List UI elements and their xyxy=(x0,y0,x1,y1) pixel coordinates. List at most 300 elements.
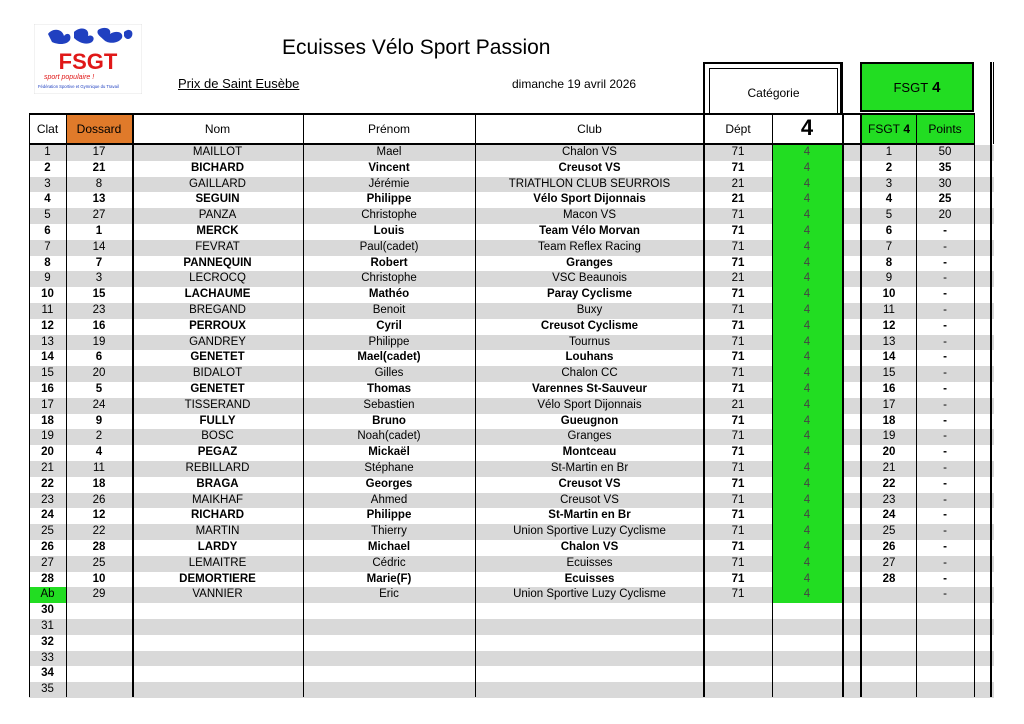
cell-dept: 71 xyxy=(731,240,745,253)
cell-prenom: Mael xyxy=(376,146,402,158)
cell-category xyxy=(772,651,842,667)
cell-prenom: Eric xyxy=(379,588,399,601)
cell-dept: 71 xyxy=(731,367,745,380)
cell-fsgt-rank xyxy=(862,635,916,651)
cell-dept: 71 xyxy=(731,572,745,585)
cell-club: Montceau xyxy=(562,446,617,459)
fsgt-logo-image xyxy=(34,24,142,94)
race-name: Prix de Saint Eusèbe xyxy=(178,76,300,91)
cell-dept: 71 xyxy=(731,477,745,490)
cell-fsgt-rank: 17 xyxy=(882,398,896,411)
cell-dept: 71 xyxy=(731,493,745,506)
cell-club: Granges xyxy=(567,430,612,443)
cell-dossard: 14 xyxy=(92,240,106,253)
grid-line xyxy=(860,113,862,697)
cell-clat: 24 xyxy=(41,509,54,522)
cell-dept xyxy=(704,619,772,635)
cell-club: Team Reflex Racing xyxy=(538,240,641,253)
cell-fsgt-rank xyxy=(862,603,916,619)
cell-category: 4 xyxy=(772,208,842,224)
cell-dept: 71 xyxy=(731,414,745,427)
cell-points: - xyxy=(943,319,947,332)
cell-dept: 71 xyxy=(731,335,745,348)
cell-clat: 13 xyxy=(41,335,54,348)
cell-club: Macon VS xyxy=(562,209,617,222)
cell-dossard: 22 xyxy=(92,525,106,538)
grid-line xyxy=(66,113,67,697)
category-label: Catégorie xyxy=(747,86,800,100)
cell-points: - xyxy=(943,383,947,395)
cell-points xyxy=(916,666,974,682)
cell-fsgt-rank: 13 xyxy=(882,335,896,348)
cell-club: Chalon VS xyxy=(560,541,619,553)
cell-nom: PANZA xyxy=(198,209,237,222)
cell-nom: BRAGA xyxy=(196,477,239,490)
cell-nom: PANNEQUIN xyxy=(183,256,252,269)
table-row xyxy=(29,177,994,193)
cell-dossard: 15 xyxy=(92,288,106,301)
header-clat: Clat xyxy=(29,113,66,145)
cell-dossard: 5 xyxy=(95,383,103,395)
cell-dossard xyxy=(66,635,132,651)
cell-points: - xyxy=(943,256,947,269)
table-row xyxy=(29,445,994,461)
cell-clat: 25 xyxy=(41,525,54,538)
cell-dossard: 23 xyxy=(92,304,106,316)
cell-points: - xyxy=(943,414,947,427)
race-date: dimanche 19 avril 2026 xyxy=(512,77,637,91)
cell-fsgt-rank: 12 xyxy=(882,319,896,332)
grid-line xyxy=(990,113,992,697)
cell-category: 4 xyxy=(772,192,842,208)
cell-category xyxy=(772,635,842,651)
grid-line xyxy=(842,113,844,697)
cell-dossard: 2 xyxy=(95,430,103,443)
table-row xyxy=(29,666,994,682)
cell-fsgt-rank: 3 xyxy=(885,177,893,190)
cell-club: Vélo Sport Dijonnais xyxy=(537,398,642,411)
cell-dossard: 17 xyxy=(92,146,106,158)
cell-category: 4 xyxy=(772,335,842,351)
cell-points: - xyxy=(943,572,947,585)
cell-prenom: Thomas xyxy=(366,383,412,395)
cell-clat: 34 xyxy=(41,667,54,680)
header-spacer xyxy=(842,113,862,145)
cell-prenom: Philippe xyxy=(366,509,412,522)
fsgt-category-label xyxy=(862,79,972,96)
table-row xyxy=(29,350,994,366)
table-row xyxy=(29,382,994,398)
cell-points: - xyxy=(943,288,947,301)
cell-category: 4 xyxy=(772,493,842,509)
cell-category: 4 xyxy=(772,161,842,177)
cell-nom xyxy=(132,666,303,682)
cell-dossard: 6 xyxy=(95,351,103,364)
cell-prenom: Cyril xyxy=(376,319,402,332)
fsgt-label: FSGT xyxy=(893,80,929,95)
cell-points xyxy=(916,619,974,635)
cell-club: Ecuisses xyxy=(566,556,613,569)
cell-nom xyxy=(132,682,303,698)
cell-dossard: 20 xyxy=(92,367,106,380)
cell-nom: RICHARD xyxy=(190,509,245,522)
cell-fsgt-rank xyxy=(862,587,916,603)
cell-nom: GENETET xyxy=(190,351,245,364)
cell-points: 50 xyxy=(938,146,952,158)
header-dept: Dépt xyxy=(704,113,772,145)
cell-category xyxy=(772,603,842,619)
page-title: Ecuisses Vélo Sport Passion xyxy=(282,36,551,59)
cell-prenom: Ahmed xyxy=(370,493,408,506)
cell-dossard: 10 xyxy=(92,572,106,585)
cell-dept: 21 xyxy=(731,193,745,206)
cell-clat: 27 xyxy=(41,556,54,569)
cell-prenom: Mathéo xyxy=(368,288,410,301)
table-row xyxy=(29,429,994,445)
header-club: Club xyxy=(475,113,704,145)
table-row xyxy=(29,271,994,287)
table-row xyxy=(29,366,994,382)
table-row xyxy=(29,224,994,240)
cell-prenom: Robert xyxy=(370,256,408,269)
cell-dept: 71 xyxy=(731,525,745,538)
cell-category: 4 xyxy=(772,429,842,445)
cell-dossard: 1 xyxy=(95,225,103,237)
cell-nom: PEGAZ xyxy=(197,446,238,459)
grid-line xyxy=(974,113,975,697)
cell-club: VSC Beaunois xyxy=(552,272,627,285)
grid-line xyxy=(303,113,304,697)
cell-dept: 71 xyxy=(731,256,745,269)
table-row xyxy=(29,651,994,667)
cell-fsgt-rank: 22 xyxy=(882,477,896,490)
cell-dept: 21 xyxy=(731,177,745,190)
cell-prenom: Mael(cadet) xyxy=(357,351,421,364)
cell-club: Chalon CC xyxy=(561,367,618,380)
cell-fsgt-rank: 24 xyxy=(882,509,896,522)
cell-category: 4 xyxy=(772,572,842,588)
cell-category: 4 xyxy=(772,540,842,556)
cell-nom: LEMAITRE xyxy=(188,556,247,569)
cell-dept: 71 xyxy=(731,446,745,459)
cell-points: - xyxy=(943,588,947,601)
table-row xyxy=(29,477,994,493)
cell-dossard: 18 xyxy=(92,477,106,490)
cell-prenom xyxy=(303,635,475,651)
cell-clat: Ab xyxy=(29,587,66,603)
table-row xyxy=(29,319,994,335)
cell-category: 4 xyxy=(772,240,842,256)
header-fsgt xyxy=(862,113,916,145)
cell-category: 4 xyxy=(772,398,842,414)
cell-fsgt-rank: 4 xyxy=(885,193,893,206)
cell-nom: BREGAND xyxy=(189,304,246,316)
cell-prenom: Paul(cadet) xyxy=(359,240,419,253)
cell-dossard: 21 xyxy=(92,161,106,174)
cell-club: TRIATHLON CLUB SEURROIS xyxy=(508,177,671,190)
cell-prenom: Louis xyxy=(373,225,405,237)
cell-prenom: Cédric xyxy=(372,556,406,569)
cell-fsgt-rank: 10 xyxy=(882,288,896,301)
cell-clat: 22 xyxy=(41,477,54,490)
cell-club xyxy=(475,682,704,698)
cell-dossard: 7 xyxy=(95,256,103,269)
header-nom: Nom xyxy=(132,113,303,145)
cell-nom: GAILLARD xyxy=(189,177,246,190)
category-box xyxy=(703,62,843,114)
cell-clat: 23 xyxy=(41,493,54,506)
cell-prenom: Vincent xyxy=(368,161,410,174)
cell-points: - xyxy=(943,335,947,348)
cell-fsgt-rank: 28 xyxy=(882,572,896,585)
cell-fsgt-rank: 9 xyxy=(885,272,893,285)
cell-points: - xyxy=(943,430,947,443)
cell-clat: 5 xyxy=(44,209,51,222)
cell-prenom xyxy=(303,682,475,698)
cell-points: - xyxy=(943,240,947,253)
cell-points xyxy=(916,651,974,667)
cell-dossard: 3 xyxy=(95,272,103,285)
cell-category: 4 xyxy=(772,256,842,272)
cell-nom: GENETET xyxy=(190,383,245,395)
cell-prenom: Christophe xyxy=(361,209,417,222)
cell-points: - xyxy=(943,398,947,411)
cell-dept xyxy=(704,666,772,682)
table-row xyxy=(29,603,994,619)
cell-clat: 15 xyxy=(41,367,54,380)
cell-dossard: 8 xyxy=(95,177,103,190)
cell-dossard: 4 xyxy=(95,446,103,459)
cell-clat: 26 xyxy=(41,541,54,553)
cell-club: Team Vélo Morvan xyxy=(539,225,640,237)
grid-line xyxy=(916,113,917,697)
cell-club xyxy=(475,603,704,619)
cell-category: 4 xyxy=(772,303,842,319)
cell-club: Vélo Sport Dijonnais xyxy=(533,193,646,206)
cell-club: St-Martin en Br xyxy=(548,509,631,522)
table-row xyxy=(29,635,994,651)
cell-club: Buxy xyxy=(576,304,603,316)
header-prenom: Prénom xyxy=(303,113,475,145)
table-row xyxy=(29,192,994,208)
cell-points: - xyxy=(943,525,947,538)
cell-clat: 9 xyxy=(44,272,51,285)
cell-category: 4 xyxy=(772,224,842,240)
table-row xyxy=(29,161,994,177)
cell-nom: LARDY xyxy=(197,541,238,553)
cell-dept: 71 xyxy=(731,383,745,395)
cell-category: 4 xyxy=(772,271,842,287)
cell-points: - xyxy=(943,509,947,522)
grid-line xyxy=(475,113,476,697)
cell-dept: 21 xyxy=(731,398,745,411)
cell-dept: 71 xyxy=(731,351,745,364)
cell-club: St-Martin en Br xyxy=(550,462,629,474)
cell-club: Gueugnon xyxy=(560,414,619,427)
cell-clat: 2 xyxy=(44,161,51,174)
svg-text:Fédération Sportive et Gymniqu: Fédération Sportive et Gymnique du Travail xyxy=(38,84,119,89)
cell-prenom: Mickaël xyxy=(368,446,410,459)
cell-prenom: Stéphane xyxy=(364,462,414,474)
cell-fsgt-rank: 23 xyxy=(882,493,896,506)
cell-fsgt-rank xyxy=(862,651,916,667)
cell-dept: 71 xyxy=(731,588,745,601)
cell-fsgt-rank xyxy=(862,619,916,635)
table-row xyxy=(29,303,994,319)
cell-nom: REBILLARD xyxy=(185,462,250,474)
cell-nom xyxy=(132,635,303,651)
cell-category: 4 xyxy=(772,382,842,398)
cell-nom: PERROUX xyxy=(189,319,246,332)
cell-clat: 16 xyxy=(41,383,54,395)
cell-category: 4 xyxy=(772,177,842,193)
cell-points: - xyxy=(943,477,947,490)
cell-fsgt-rank: 15 xyxy=(882,367,896,380)
cell-club: Creusot Cyclisme xyxy=(540,319,639,332)
cell-category: 4 xyxy=(772,445,842,461)
cell-category xyxy=(772,682,842,698)
table-row xyxy=(29,682,994,698)
cell-dept xyxy=(704,651,772,667)
fsgt-logo xyxy=(34,24,142,94)
table-row xyxy=(29,145,994,161)
cell-dossard: 16 xyxy=(92,319,106,332)
cell-category: 4 xyxy=(772,145,842,161)
cell-dossard xyxy=(66,682,132,698)
cell-clat: 30 xyxy=(41,604,54,617)
cell-fsgt-rank: 25 xyxy=(882,525,896,538)
cell-clat: 35 xyxy=(41,683,54,696)
cell-dossard xyxy=(66,651,132,667)
cell-nom: MAILLOT xyxy=(192,146,243,158)
cell-points: - xyxy=(943,493,947,506)
cell-category: 4 xyxy=(772,587,842,603)
cell-prenom: Marie(F) xyxy=(366,572,412,585)
logo-wordmark: FSGT xyxy=(58,49,118,74)
cell-dept: 71 xyxy=(731,319,745,332)
cell-fsgt-rank: 7 xyxy=(885,240,893,253)
cell-category: 4 xyxy=(772,508,842,524)
cell-category: 4 xyxy=(772,414,842,430)
table-row xyxy=(29,556,994,572)
cell-dossard: 12 xyxy=(92,509,106,522)
cell-clat: 6 xyxy=(44,225,51,237)
cell-points: - xyxy=(943,351,947,364)
cell-dossard: 26 xyxy=(92,493,106,506)
cell-club xyxy=(475,619,704,635)
table-row xyxy=(29,540,994,556)
cell-dept: 71 xyxy=(731,288,745,301)
cell-points: 30 xyxy=(938,177,952,190)
cell-points: - xyxy=(943,462,947,474)
cell-points xyxy=(916,635,974,651)
cell-dept: 71 xyxy=(731,430,745,443)
table-row xyxy=(29,493,994,509)
cell-points: 20 xyxy=(938,209,952,222)
cell-dossard: 27 xyxy=(92,209,106,222)
cell-dept: 71 xyxy=(731,462,745,474)
cell-nom xyxy=(132,619,303,635)
cell-clat: 33 xyxy=(41,651,54,664)
cell-clat: 31 xyxy=(41,620,54,632)
cell-points: - xyxy=(943,367,947,380)
cell-clat: 20 xyxy=(41,446,54,459)
cell-club: Ecuisses xyxy=(564,572,615,585)
cell-points xyxy=(916,603,974,619)
table-row xyxy=(29,524,994,540)
cell-nom: TISSERAND xyxy=(184,398,251,411)
cell-nom: MAIKHAF xyxy=(191,493,244,506)
cell-dept: 21 xyxy=(731,272,745,285)
cell-category: 4 xyxy=(772,350,842,366)
cell-points: - xyxy=(943,446,947,459)
cell-points: 25 xyxy=(938,193,952,206)
cell-nom xyxy=(132,603,303,619)
cell-fsgt-rank: 2 xyxy=(885,161,893,174)
cell-category: 4 xyxy=(772,287,842,303)
cell-nom: BIDALOT xyxy=(192,367,243,380)
cell-dept: 71 xyxy=(731,556,745,569)
cell-category: 4 xyxy=(772,524,842,540)
cell-club: Creusot VS xyxy=(558,161,621,174)
cell-club: Chalon VS xyxy=(562,146,617,158)
cell-dept: 71 xyxy=(731,509,745,522)
cell-dept: 71 xyxy=(731,304,745,316)
table-row xyxy=(29,508,994,524)
grid-line xyxy=(29,113,30,697)
cell-fsgt-rank xyxy=(862,666,916,682)
cell-category: 4 xyxy=(772,477,842,493)
table-row xyxy=(29,398,994,414)
cell-dept: 71 xyxy=(731,541,745,553)
cell-fsgt-rank: 18 xyxy=(882,414,896,427)
table-row xyxy=(29,287,994,303)
cell-nom: MARTIN xyxy=(195,525,240,538)
cell-clat: 10 xyxy=(41,288,54,301)
cell-dossard xyxy=(66,603,132,619)
cell-prenom: Michael xyxy=(367,541,411,553)
cell-club: Varennes St-Sauveur xyxy=(531,383,648,395)
cell-prenom: Benoit xyxy=(372,304,406,316)
cell-prenom xyxy=(303,651,475,667)
table-row xyxy=(29,335,994,351)
cell-fsgt-rank: 6 xyxy=(885,225,893,237)
cell-club: Creusot VS xyxy=(558,477,621,490)
cell-clat: 21 xyxy=(41,462,54,474)
header-points: Points xyxy=(916,113,974,145)
cell-nom: BICHARD xyxy=(190,161,245,174)
cell-club: Louhans xyxy=(565,351,614,364)
cell-prenom: Gilles xyxy=(374,367,404,380)
cell-fsgt-rank: 19 xyxy=(882,430,896,443)
cell-club xyxy=(475,666,704,682)
cell-category: 4 xyxy=(772,461,842,477)
cell-prenom: Philippe xyxy=(368,335,410,348)
cell-clat: 11 xyxy=(41,304,54,316)
cell-prenom xyxy=(303,619,475,635)
cell-category: 4 xyxy=(772,366,842,382)
cell-dossard: 9 xyxy=(95,414,103,427)
table-row xyxy=(29,461,994,477)
cell-nom xyxy=(132,651,303,667)
grid-line xyxy=(772,113,773,697)
cell-category: 4 xyxy=(772,556,842,572)
table-row xyxy=(29,572,994,588)
cell-nom: FEVRAT xyxy=(195,240,240,253)
cell-prenom: Noah(cadet) xyxy=(357,430,421,443)
cell-fsgt-rank: 21 xyxy=(882,462,896,474)
cell-nom: BOSC xyxy=(201,430,234,443)
